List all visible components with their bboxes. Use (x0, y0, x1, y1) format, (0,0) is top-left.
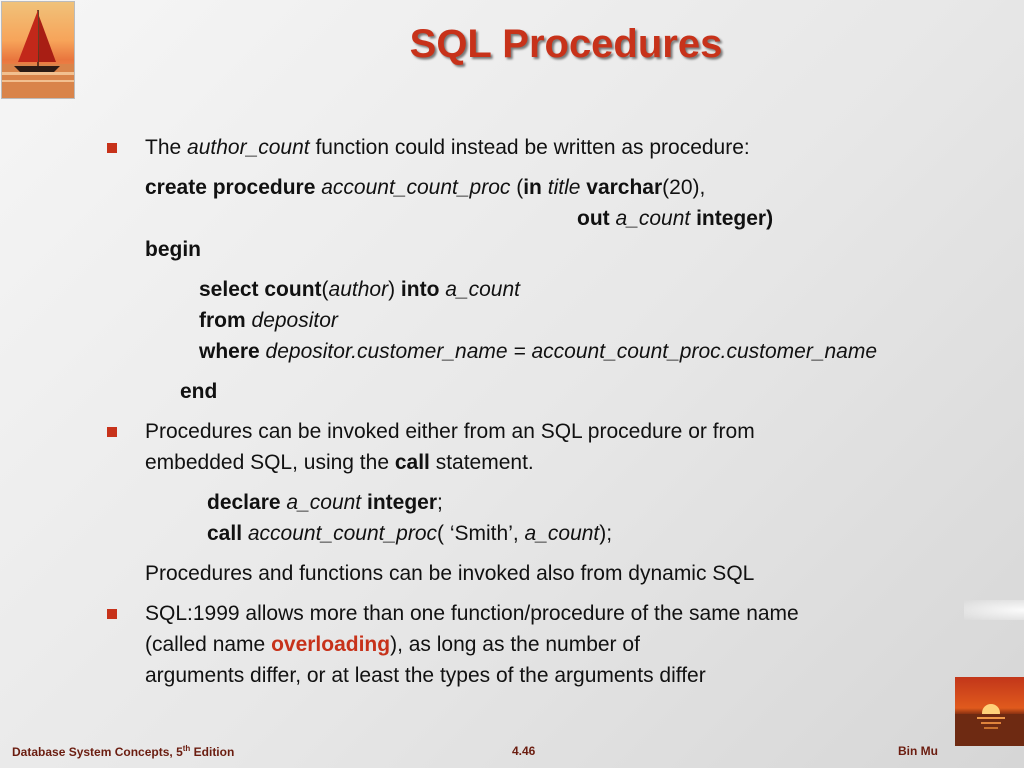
text: Edition (190, 745, 235, 759)
text: embedded SQL, using the (145, 451, 395, 474)
ident: a_count (524, 522, 600, 545)
kw: where (199, 340, 260, 363)
text: statement. (429, 451, 534, 474)
ident: author (328, 278, 389, 301)
text: (called name (145, 633, 272, 656)
text: th (182, 744, 191, 753)
punct: ); (599, 522, 613, 545)
text-italic: author_count (187, 136, 310, 159)
text: function could instead be written as procedure: (309, 136, 750, 159)
kw: integer (366, 491, 437, 514)
kw: call (207, 522, 243, 545)
kw: begin (145, 238, 201, 261)
ident: a_count (445, 278, 520, 301)
procedure-begin (105, 234, 1005, 265)
kw: create procedure (145, 176, 322, 199)
ident: title (547, 176, 581, 199)
ident: depositor (251, 309, 338, 332)
kw: from (199, 309, 246, 332)
decorative-glow (964, 600, 1024, 620)
kw: end (180, 380, 218, 403)
text: Database System Concepts, 5 (12, 745, 183, 759)
where-line (105, 336, 1005, 367)
sunset-icon (955, 677, 1024, 746)
punct: ( (510, 176, 524, 199)
kw: in (523, 176, 542, 199)
kw: call (394, 451, 430, 474)
text: The (145, 136, 188, 159)
punct: ( ‘Smith’, (437, 522, 525, 545)
sunset-logo-image (955, 677, 1024, 746)
text: SQL:1999 allows more than one function/procedure of the same name (145, 602, 799, 625)
select-line (105, 274, 1005, 305)
footer-page-number: 4.46 (512, 744, 536, 758)
procedure-end (105, 376, 1005, 407)
bullet-overloading (105, 598, 1005, 691)
punct: ( (321, 278, 329, 301)
kw: varchar (586, 176, 663, 199)
bullet-invoke-procedures (105, 416, 1005, 478)
call-line (105, 518, 1005, 549)
declare-line (105, 487, 1005, 518)
punct: ) (388, 278, 401, 301)
text: arguments differ, or at least the types of the arguments differ (145, 664, 706, 687)
procedure-header-line (105, 172, 1005, 203)
punct: ; (437, 491, 443, 514)
ident: depositor.customer_name = account_count_proc.customer_name (265, 340, 878, 363)
text: Procedures can be invoked either from an SQL procedure or from (145, 420, 755, 443)
slide-body (105, 132, 1005, 691)
kw: declare (207, 491, 281, 514)
text: ), as long as the number of (390, 633, 640, 656)
bullet-author-count (105, 132, 1005, 163)
kw: out (577, 207, 610, 230)
overloading-term: overloading (271, 633, 391, 656)
ident: a_count (286, 491, 362, 514)
dynamic-sql-note: Procedures and functions can be invoked also from dynamic SQL (145, 562, 755, 585)
footer-author: Bin Mu (898, 744, 938, 758)
slide-title: SQL Procedures (409, 22, 723, 66)
ident: account_count_proc (321, 176, 511, 199)
kw: select count (199, 278, 322, 301)
from-line (105, 305, 1005, 336)
ident: account_count_proc (247, 522, 438, 545)
punct: (20), (662, 176, 706, 199)
kw: integer) (696, 207, 774, 230)
procedure-out-param-line (105, 203, 1005, 234)
ident: a_count (615, 207, 691, 230)
footer-book-title (12, 744, 234, 759)
kw: into (400, 278, 440, 301)
slide-footer (0, 744, 1024, 762)
